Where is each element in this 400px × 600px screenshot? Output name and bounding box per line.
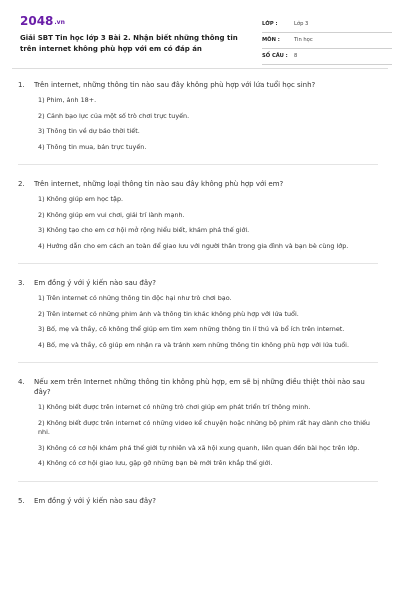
meta-label: MÔN : (262, 37, 280, 43)
question-text: Em đồng ý với ý kiến nào sau đây? (34, 496, 157, 505)
answer-option: 2) Không giúp em vui chơi, giải trí lành mạnh. (38, 210, 185, 219)
answer-option: 3) Không tạo cho em cơ hội mở rộng hiểu biết, khám phá thế giới. (38, 226, 250, 234)
answer-option: 2) Trên internet có những phim ảnh và thông tin khác không phù hợp với lứa tuổi. (38, 309, 299, 318)
page-title: Giải SBT Tin học lớp 3 Bài 2. Nhận biết những thông tin trên internet không phù hợp với em có đáp án (20, 34, 238, 53)
question-number: 2. (18, 180, 25, 188)
meta-label: LỚP : (262, 21, 278, 27)
answer-option: 2) Cảnh bạo lực của một số trò chơi trực tuyến. (38, 111, 190, 120)
question-divider (18, 362, 378, 363)
document-header (10, 8, 390, 62)
question-divider (18, 263, 378, 264)
question-text: Em đồng ý với ý kiến nào sau đây? (34, 279, 157, 287)
answer-option: 4) Hướng dẫn cho em cách an toàn để giao lưu với người thân trong gia đình và bạn bè cùng lớp. (38, 241, 349, 250)
answer-option: 4) Bố, mẹ và thầy, cô giúp em nhận ra và tránh xem những thông tin không phù hợp với lứa tuổi. (38, 340, 349, 349)
question-text: Trên internet, những thông tin nào sau đây không phù hợp với lứa tuổi học sinh? (34, 81, 316, 89)
question-item (18, 496, 378, 506)
meta-row-count (262, 52, 392, 65)
site-logo[interactable] (20, 14, 65, 28)
question-number: 5. (18, 496, 25, 505)
answer-option: 2) Không biết được trên internet có những video kể chuyện hoặc những bộ phim rất hay dành cho thiếu nhi. (38, 418, 370, 436)
question-item (18, 80, 378, 165)
answer-option: 1) Trên internet có những thông tin độc hại như trò chơi bạo. (38, 294, 232, 302)
answer-option: 4) Thông tin mua, bán trực tuyến. (38, 142, 147, 151)
question-list (18, 80, 378, 520)
meta-label: SỐ CÂU : (262, 53, 288, 59)
meta-row-class (262, 20, 392, 33)
meta-value: Lớp 3 (294, 21, 309, 27)
question-text: Trên internet, những loại thông tin nào sau đây không phù hợp với em? (34, 180, 284, 188)
logo-text: 2048 (20, 14, 54, 28)
question-text: Nếu xem trên Internet những thông tin không phù hợp, em sẽ bị những điều thiệt thòi nào sau đây? (34, 378, 365, 396)
answer-option: 1) Không biết được trên internet có những trò chơi giúp em phát triển trí thông minh. (38, 403, 311, 411)
meta-info (262, 20, 392, 68)
header-divider (12, 68, 388, 69)
answer-option: 3) Bố, mẹ và thầy, cô không thể giúp em tìm xem những thông tin lí thú và bổ ích trên internet. (38, 325, 345, 333)
logo-suffix: .vn (54, 19, 65, 26)
question-divider (18, 164, 378, 165)
question-divider (18, 481, 378, 482)
meta-value: 8 (294, 53, 298, 59)
answer-option: 1) Phim, ảnh 18+. (38, 96, 97, 104)
meta-value: Tin học (294, 37, 313, 43)
question-number: 3. (18, 279, 25, 287)
answer-option: 3) Thông tin về dự báo thời tiết. (38, 127, 140, 135)
answer-option: 3) Không có cơ hội khám phá thế giới tự nhiên và xã hội xung quanh, liên quan đến bài học trên lớp. (38, 443, 360, 452)
question-item (18, 377, 378, 482)
answer-option: 1) Không giúp em học tập. (38, 195, 124, 203)
question-number: 1. (18, 81, 25, 89)
question-item (18, 179, 378, 264)
question-item (18, 278, 378, 363)
meta-row-subject (262, 36, 392, 49)
answer-option: 4) Không có cơ hội giao lưu, gặp gỡ những bạn bè mới trên khắp thế giới. (38, 459, 273, 467)
question-number: 4. (18, 378, 25, 386)
